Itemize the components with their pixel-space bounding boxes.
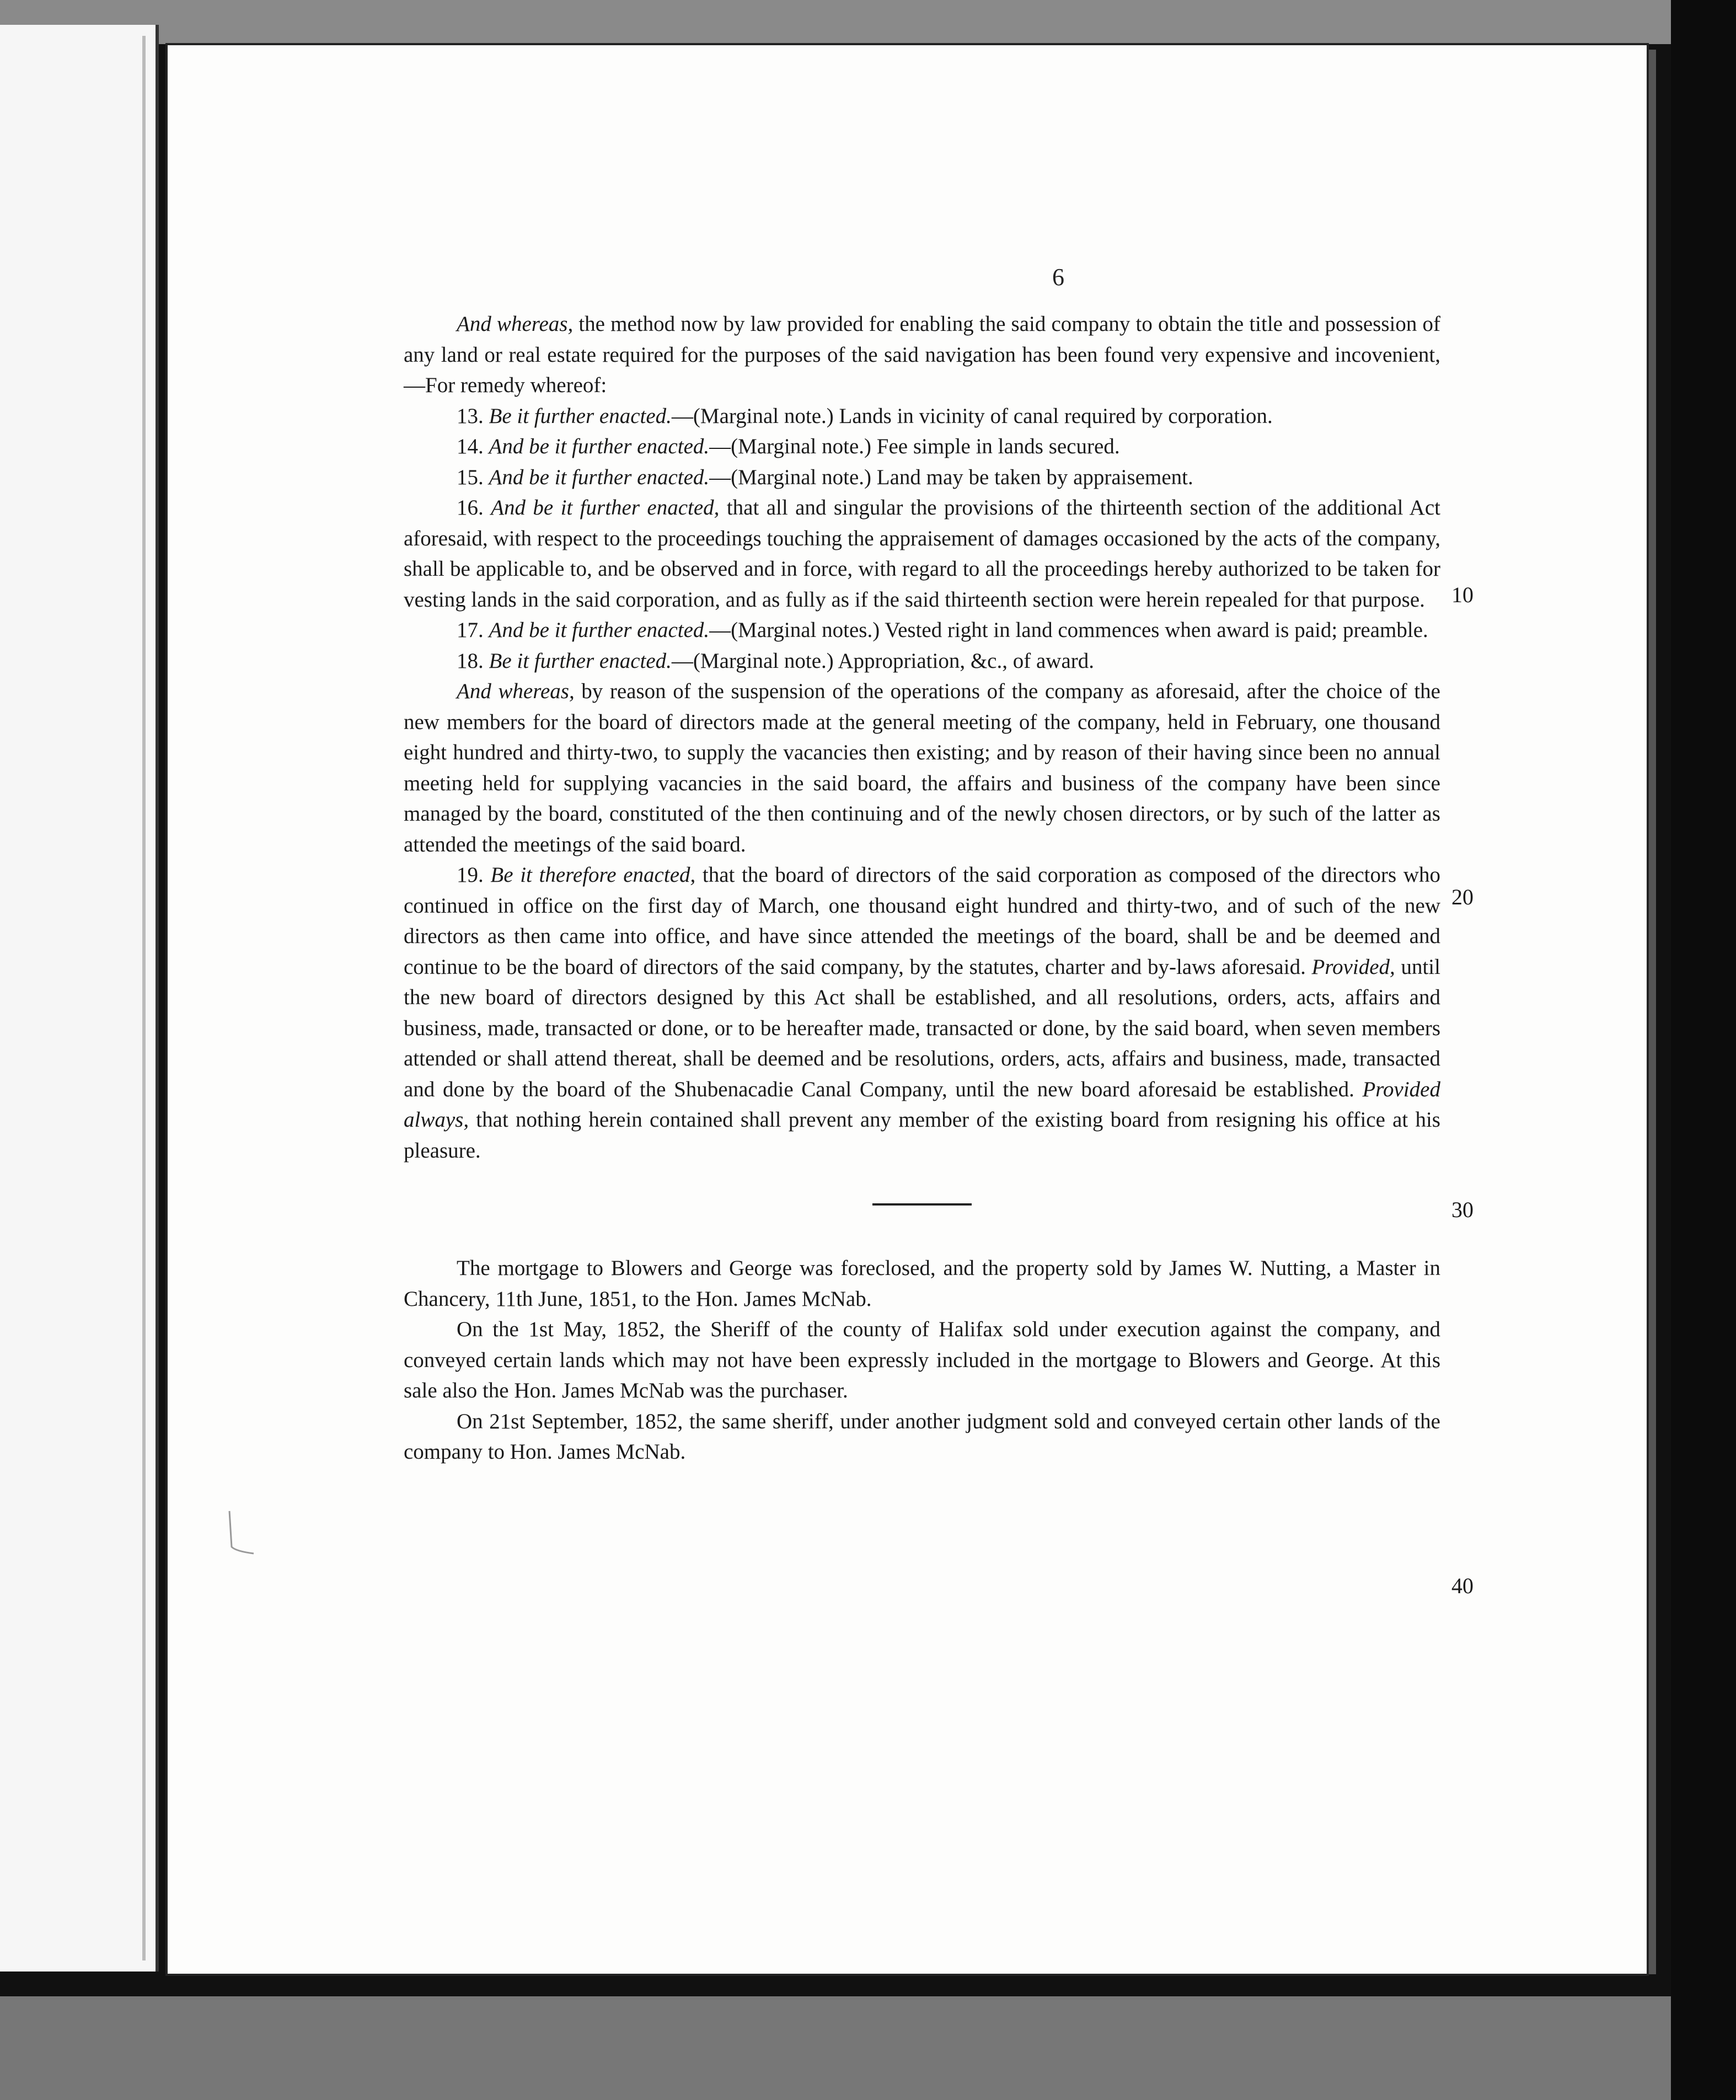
text-run: that nothing herein contained shall prevent any member of the existing board from resigning his office at his pleasure. [404,1108,1440,1162]
page-number: 6 [1052,264,1064,291]
paragraph [404,1406,1440,1467]
paragraph [404,401,1440,432]
previous-page-edge [0,25,159,1972]
binding-edge [142,36,146,1960]
paragraph [404,1253,1440,1314]
italic-phrase: And be it further enacted. [489,465,710,489]
paragraph [404,615,1440,646]
scan-background-top [0,0,1736,44]
text-run: that all and singular the provisions of the thirteenth section of the additional Act aforesaid, with respect to the proceedings touching the appraisement of damages occasioned by the acts of the company, shall be applicable to, and be observed and in force, with regard to all the proceedings hereby authorized to be taken for vesting lands in the said corporation, and as fully as if the said thirteenth section were herein repealed for that purpose. [404,496,1440,612]
history-paragraphs [404,1253,1440,1467]
text-run: On 21st September, 1852, the same sheriff, under another judgment sold and conveyed certain other lands of the company to Hon. James McNab. [404,1409,1440,1464]
italic-phrase: Provided, [1311,955,1395,979]
text-run: On the 1st May, 1852, the Sheriff of the county of Halifax sold under execution against the company, and conveyed certain lands which may not have been expressly included in the mortgage to Blowers and George. At this sale also the Hon. James McNab was the purchaser. [404,1317,1440,1402]
text-run: The mortgage to Blowers and George was foreclosed, and the property sold by James W. Nutting, a Master in Chancery, 11th June, 1851, to the Hon. James McNab. [404,1256,1440,1311]
paragraph [404,646,1440,677]
text-run: that the board of directors of the said corporation as composed of the directors who continued in office on the first day of March, one thousand eight hundred and thirty-two, and of such of the new directors as then came into office, and have since attended the meetings of the board, shall be and be deemed and continue to be the board of directors of the said company, by the statutes, charter and by-laws aforesaid. [404,863,1440,979]
scan-background-right [1671,0,1736,2100]
line-number-40: 40 [1451,1573,1474,1598]
line-number-20: 20 [1451,885,1474,909]
paragraph [404,462,1440,493]
text-run: —(Marginal note.) Fee simple in lands secured. [709,435,1120,458]
italic-phrase: Be it therefore enacted, [490,863,696,887]
text-run: —(Marginal note.) Lands in vicinity of canal required by corporation. [671,404,1273,428]
document-body [404,309,1440,1467]
italic-phrase: Be it further enacted. [489,649,672,673]
text-run: 14. [457,435,489,458]
enactment-paragraphs [404,309,1440,1166]
text-run: by reason of the suspension of the operations of the company as aforesaid, after the choice of the new members for the board of directors made at the general meeting of the company, held in February, one thousand eight hundred and thirty-two, to supply the vacancies then existing; and by reason of their having since been no annual meeting held for supplying vacancies in the said board, the affairs and business of the company have been since managed by the board, constituted of the then continuing and of the newly chosen directors, or by such of the latter as attended the meetings of the said board. [404,679,1440,856]
section-rule [872,1203,972,1206]
text-run: 19. [457,863,491,887]
line-number-30: 30 [1451,1197,1474,1222]
text-run: —(Marginal note.) Land may be taken by appraisement. [709,465,1193,489]
line-number-10: 10 [1451,582,1474,607]
italic-phrase: And whereas, [457,312,574,336]
paragraph [404,860,1440,1166]
text-run: 17. [457,618,489,642]
italic-phrase: Provided always, [404,1077,1440,1132]
pencil-mark [225,1508,258,1558]
scan-background-bottom [0,1996,1736,2100]
text-run: —(Marginal notes.) Vested right in land commences when award is paid; preamble. [709,618,1428,642]
text-run: —(Marginal note.) Appropriation, &c., of award. [671,649,1094,673]
text-run: until the new board of directors designed by this Act shall be established, and all resolutions, orders, acts, affairs and business, made, transacted or done, or to be hereafter made, transacted or done, by the said board, when seven members attended or shall attend thereat, shall be deemed and be resolutions, orders, acts, affairs and business, made, transacted and done by the board of the Shubenacadie Canal Company, until the new board aforesaid be established. [404,955,1440,1101]
italic-phrase: And be it further enacted, [491,496,720,519]
italic-phrase: And be it further enacted. [489,618,710,642]
paragraph [404,492,1440,615]
text-run: 13. [457,404,489,428]
italic-phrase: Be it further enacted. [489,404,672,428]
text-run: 16. [457,496,491,519]
italic-phrase: And be it further enacted. [489,435,710,458]
paragraph [404,676,1440,860]
paragraph [404,309,1440,401]
italic-phrase: And whereas, [457,679,575,703]
text-run: 18. [457,649,489,673]
paragraph [404,1314,1440,1406]
text-run: 15. [457,465,489,489]
text-run: the method now by law provided for enabling the said company to obtain the title and possession of any land or real estate required for the purposes of the said navigation has been found very expensive and incovenient,—For remedy whereof: [404,312,1440,397]
paragraph [404,431,1440,462]
